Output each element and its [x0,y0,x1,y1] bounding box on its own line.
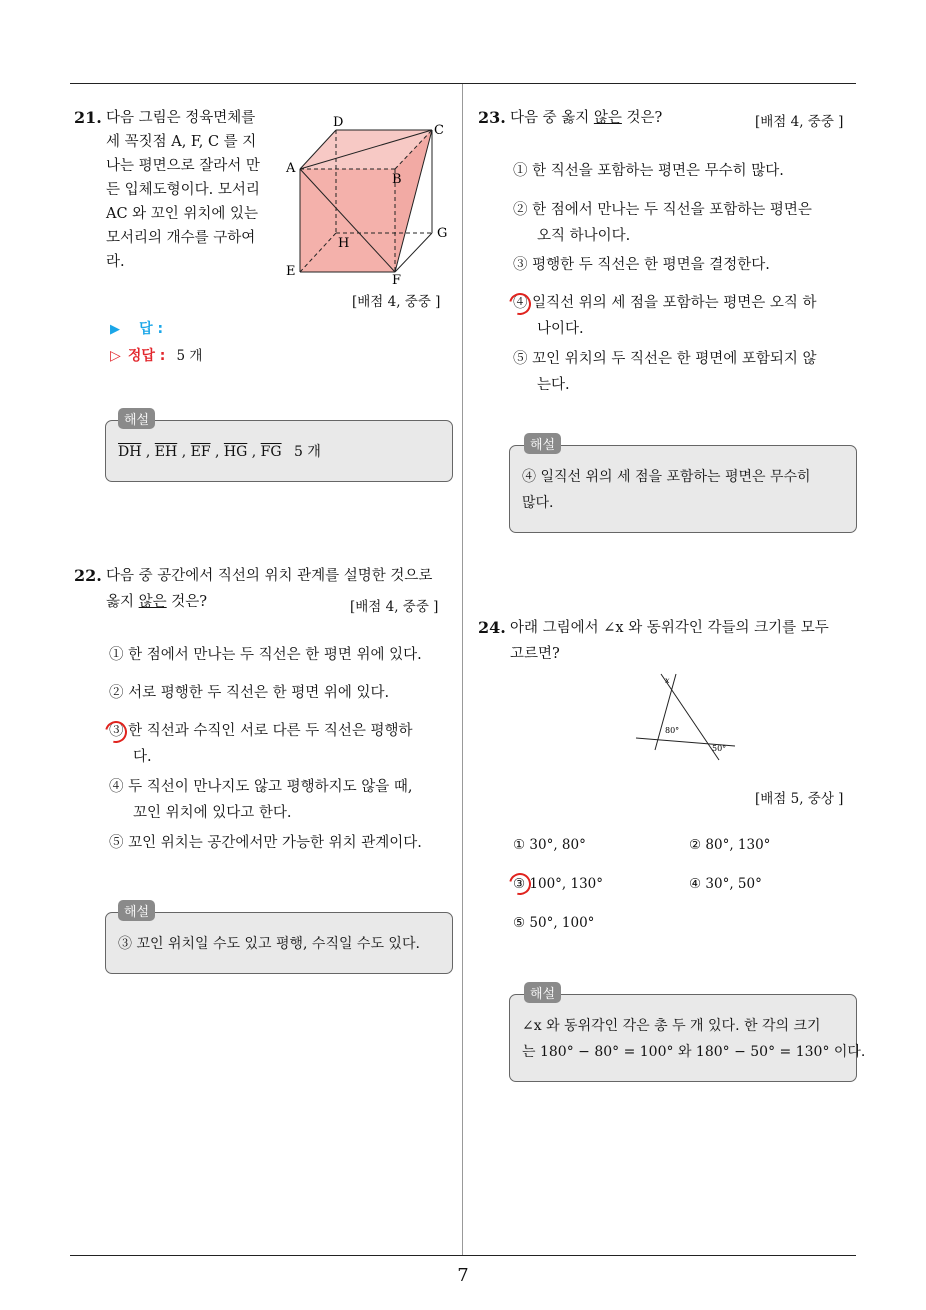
column-divider [462,84,463,1255]
play-icon: ▶ [110,322,120,337]
q21-text: 다음 그림은 정육면체를 세 꼭짓점 A, F, C 를 지 나는 평면으로 잘라서 만 든 입체도형이다. 모서리 AC 와 꼬인 위치에 있는 모서리의 개수를 구하여 라. [106,110,260,270]
q23-meta: [배점 4, 중중 ] [755,114,844,130]
top-rule [70,83,856,84]
q22-choice-3[interactable]: ③ 한 직선과 수직인 서로 다른 두 직선은 평행하 [109,723,413,739]
q22-choice-5[interactable]: ⑤ 꼬인 위치는 공간에서만 가능한 위치 관계이다. [109,835,422,851]
q22-explanation: ③ 꼬인 위치일 수도 있고 평행, 수직일 수도 있다. [118,936,420,952]
q23-choice-2-cont: 오직 하나이다. [537,228,631,244]
label-e: E [286,264,296,279]
q24-meta: [배점 5, 중상 ] [755,791,844,807]
q22-line2: 옳지 않은 것은? [106,594,208,610]
correct-value: 5 개 [176,348,203,364]
q21-meta: [배점 4, 중중 ] [352,294,441,310]
q21-explanation-tag: 해설 [118,408,155,429]
q23-choice-5[interactable]: ⑤ 꼬인 위치의 두 직선은 한 평면에 포함되지 않 [513,351,817,367]
q21-answer-row [110,318,163,338]
fig-x-label: x [665,676,670,685]
q23-line: 다음 중 옳지 않은 것은? [510,110,663,126]
q23-explanation-tag: 해설 [524,433,561,454]
q23-choice-3[interactable]: ③ 평행한 두 직선은 한 평면을 결정한다. [513,257,770,273]
q22-line1: 다음 중 공간에서 직선의 위치 관계를 설명한 것으로 [106,568,433,584]
q22-choice-4-cont: 꼬인 위치에 있다고 한다. [133,805,292,821]
q24-choice-2[interactable]: ② 80°, 130° [689,837,771,853]
correct-label: 정답 : [127,348,166,364]
q23-number: 23. [478,108,506,127]
angle-figure [633,672,738,764]
q21-explanation: $\overline{DH}$ , $\overline{EH}$ , $\overline{EF}$ , $\overline{HG}$ , $\overline{FG}$ 5 개 [118,444,321,460]
fig-50-label: 50° [712,744,727,753]
q21-number: 21. [74,108,102,127]
q24-choice-4[interactable]: ④ 30°, 50° [689,876,762,892]
q22-number: 22. [74,566,102,585]
q22-choice-4[interactable]: ④ 두 직선이 만나지도 않고 평행하지도 않을 때, [109,779,413,795]
page-number: 7 [457,1265,469,1286]
q24-choice-5[interactable]: ⑤ 50°, 100° [513,915,595,931]
q22-choice-1[interactable]: ① 한 점에서 만나는 두 직선은 한 평면 위에 있다. [109,647,422,663]
q21-correct-row [110,344,202,365]
label-f: F [392,273,402,287]
q22-choice-3-cont: 다. [133,749,152,765]
cube-figure [280,112,455,287]
label-g: G [437,226,448,241]
q22-meta: [배점 4, 중중 ] [350,599,439,615]
q24-explanation: ∠x 와 동위각인 각은 총 두 개 있다. 한 각의 크기 는 180° − 80° = 100° 와 180° − 50° = 130° 이다. [522,1018,866,1060]
q23-choice-4-cont: 나이다. [537,321,584,337]
q24-choice-3[interactable]: ③ 100°, 130° [513,876,604,892]
q23-choice-5-cont: 는다. [537,377,570,393]
q23-choice-1[interactable]: ① 한 직선을 포함하는 평면은 무수히 많다. [513,163,784,179]
fig-80-label: 80° [665,726,680,735]
q22-explanation-tag: 해설 [118,900,155,921]
q24-number: 24. [478,618,506,637]
label-b: B [392,172,402,187]
q23-choice-4[interactable]: ④ 일직선 위의 세 점을 포함하는 평면은 오직 하 [513,295,817,311]
q22-choice-2[interactable]: ② 서로 평행한 두 직선은 한 평면 위에 있다. [109,685,390,701]
q24-line2: 고르면? [510,646,560,662]
label-a: A [286,161,296,176]
q23-choice-2[interactable]: ② 한 점에서 만나는 두 직선을 포함하는 평면은 [513,202,812,218]
label-c: C [434,123,444,138]
q24-choice-1[interactable]: ① 30°, 80° [513,837,586,853]
label-d: D [333,115,344,130]
q24-line1: 아래 그림에서 ∠x 와 동위각인 각들의 크기를 모두 [510,620,829,636]
label-h: H [338,236,350,251]
bottom-rule [70,1255,856,1256]
triangle-outline-icon: ▷ [110,348,121,364]
q23-explanation: ④ 일직선 위의 세 점을 포함하는 평면은 무수히 많다. [522,469,811,511]
q24-explanation-tag: 해설 [524,982,561,1003]
answer-label: 답 : [139,321,164,337]
